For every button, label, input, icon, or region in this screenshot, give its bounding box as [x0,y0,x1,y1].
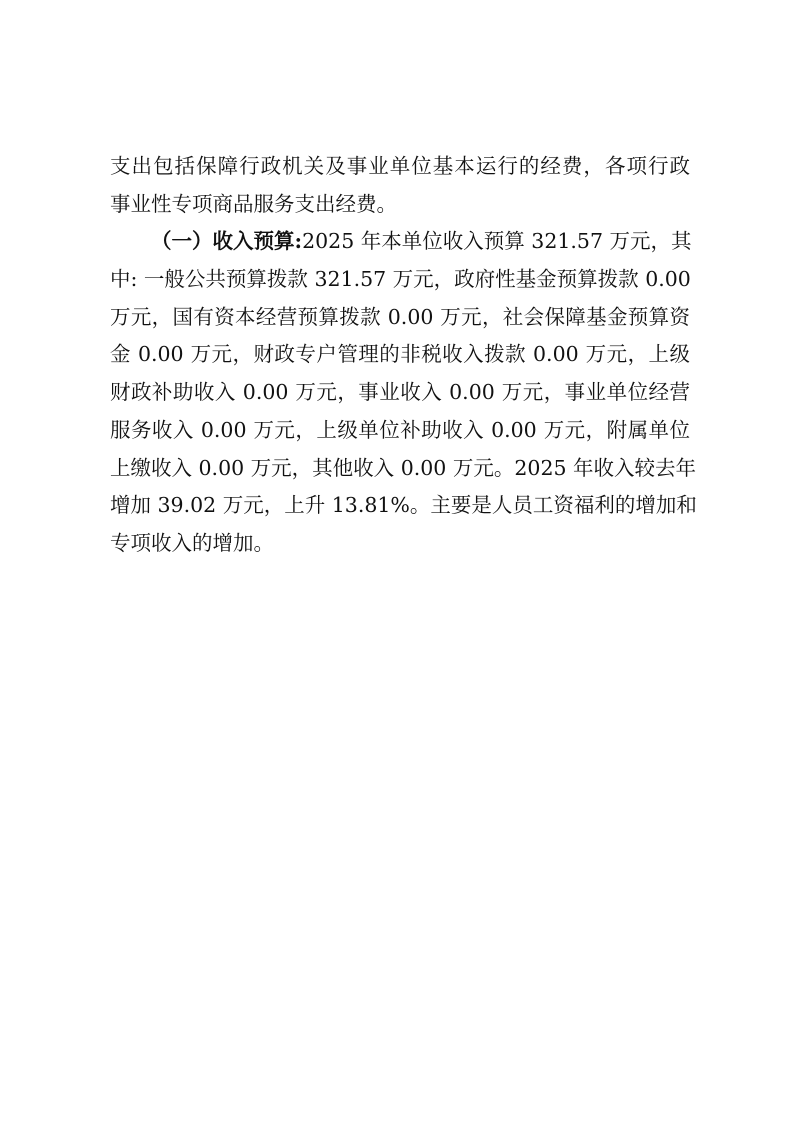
paragraph-2-line-2: 中: 一般公共预算拨款 321.57 万元，政府性基金预算拨款 0.00 [110,267,691,292]
paragraph-1-line-1: 支出包括保障行政机关及事业单位基本运行的经费，各项行政 [110,154,690,178]
paragraph-1-line-2: 事业性专项商品服务支出经费。 [110,191,397,216]
document-body [110,148,697,563]
paragraph-2-line-4: 金 0.00 万元，财政专户管理的非税收入拨款 0.00 万元，上级 [110,342,690,367]
paragraph-2-line-5: 财政补助收入 0.00 万元，事业收入 0.00 万元，事业单位经营 [110,380,690,405]
paragraph-2-line-3: 万元，国有资本经营预算拨款 0.00 万元，社会保障基金预算资 [110,304,690,329]
paragraph-2-line-1 [110,223,690,261]
paragraph-2-line-7: 上缴收入 0.00 万元，其他收入 0.00 万元。2025 年收入较去年 [110,455,697,480]
paragraph-2-line-1-text: 2025 年本单位收入预算 321.57 万元，其 [302,229,692,254]
paragraph-2-line-6: 服务收入 0.00 万元，上级单位补助收入 0.00 万元，附属单位 [110,417,690,442]
paragraph-2-line-8: 增加 39.02 万元，上升 13.81%。主要是人员工资福利的增加和 [110,493,697,518]
section-heading: （一）收入预算: [151,229,303,254]
paragraph-2-line-9: 专项收入的增加。 [110,530,274,555]
